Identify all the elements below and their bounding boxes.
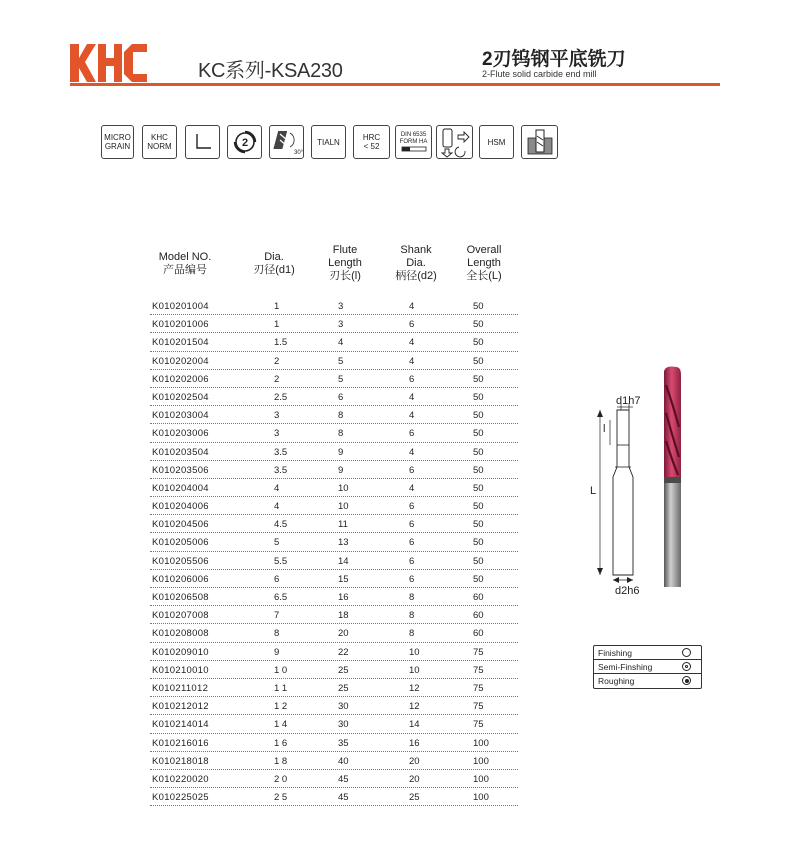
flute-length-cell: 11 — [338, 519, 348, 531]
flute-length-cell: 35 — [338, 737, 349, 749]
flute-length-cell: 20 — [338, 628, 349, 640]
overall-length-cell: 50 — [473, 555, 484, 567]
table-row — [150, 697, 518, 715]
table-row — [150, 643, 518, 661]
shank-dia-cell: 4 — [409, 337, 415, 349]
model-no-cell: K010210010 — [152, 664, 209, 676]
shank-dia-cell: 12 — [409, 682, 420, 694]
flute-length-cell: 8 — [338, 428, 344, 440]
table-row — [150, 533, 518, 551]
overall-length-cell: 75 — [473, 701, 484, 713]
flute-length-cell: 25 — [338, 664, 349, 676]
shank-dia-cell: 8 — [409, 610, 415, 622]
model-no-cell: K010204506 — [152, 519, 209, 531]
dia-cell: 5.5 — [274, 555, 288, 567]
overall-length-cell: 50 — [473, 355, 484, 367]
double-circle-icon — [682, 662, 691, 671]
overall-length-cell: 100 — [473, 737, 489, 749]
product-table-body — [150, 297, 518, 806]
table-row — [150, 370, 518, 388]
hrc-icon: HRC < 52 — [353, 125, 390, 159]
hsm-icon: HSM — [479, 125, 514, 159]
overall-length-cell: 100 — [473, 755, 489, 767]
dia-cell: 6.5 — [274, 592, 288, 603]
model-no-cell: K010204004 — [152, 482, 209, 494]
dia-cell: 3 — [274, 428, 280, 440]
filled-circle-icon — [682, 676, 691, 685]
model-no-cell: K010209010 — [152, 646, 209, 658]
helix-angle-icon — [269, 125, 304, 159]
overall-length-cell: 50 — [473, 464, 484, 476]
table-row — [150, 424, 518, 442]
table-row — [150, 406, 518, 424]
table-row — [150, 570, 518, 588]
shank-dia-cell: 25 — [409, 792, 420, 804]
table-row — [150, 479, 518, 497]
model-no-cell: K010220020 — [152, 773, 209, 785]
din-form-icon: DIN 6535 FORM HA — [395, 125, 432, 159]
flute-length-cell: 6 — [338, 391, 344, 403]
flute-length-cell: 5 — [338, 373, 344, 385]
model-no-cell: K010205506 — [152, 555, 209, 567]
shank-dia-cell: 4 — [409, 410, 415, 422]
flute-length-cell: 4 — [338, 337, 344, 349]
model-no-cell: K010202504 — [152, 391, 209, 403]
overall-length-cell: 100 — [473, 792, 489, 804]
shank-dia-cell: 4 — [409, 482, 415, 494]
shank-dia-cell: 6 — [409, 573, 415, 585]
shank-dia-cell: 4 — [409, 301, 415, 312]
model-no-cell: K010206006 — [152, 573, 209, 585]
shank-dia-cell: 6 — [409, 537, 415, 549]
model-no-cell: K010203004 — [152, 410, 209, 422]
dia-cell: 2 0 — [274, 773, 288, 785]
flute-length-cell: 45 — [338, 792, 349, 804]
model-no-cell: K010201004 — [152, 301, 209, 312]
header-divider — [70, 83, 720, 86]
overall-length-cell: 75 — [473, 664, 484, 676]
product-title-en: 2-Flute solid carbide end mill — [482, 69, 597, 79]
dia-cell: 3.5 — [274, 446, 288, 458]
table-row — [150, 497, 518, 515]
table-row — [150, 679, 518, 697]
model-no-cell: K010203006 — [152, 428, 209, 440]
overall-length-cell: 50 — [473, 446, 484, 458]
shank-dia-cell: 6 — [409, 555, 415, 567]
dia-cell: 8 — [274, 628, 280, 640]
legend-finishing: Finishing — [594, 646, 701, 660]
overall-length-cell: 50 — [473, 391, 484, 403]
flute-length-label: l — [603, 423, 606, 435]
shank-dia-cell: 10 — [409, 664, 420, 676]
header-dia: Dia. 刃径(d1) — [253, 251, 295, 276]
dia-cell: 1 1 — [274, 682, 288, 694]
flute-length-cell: 3 — [338, 319, 344, 331]
dia-cell: 4 — [274, 482, 280, 494]
dia-cell: 1 4 — [274, 719, 288, 731]
table-row — [150, 333, 518, 351]
model-no-cell: K010211012 — [152, 682, 209, 694]
table-row — [150, 788, 518, 806]
flat-end-icon — [185, 125, 220, 159]
flute-length-cell: 3 — [338, 301, 344, 312]
tool-drawing — [580, 365, 690, 605]
model-no-cell: K010203504 — [152, 446, 209, 458]
khc-norm-icon: KHC NORM — [142, 125, 177, 159]
model-no-cell: K010202004 — [152, 355, 209, 367]
overall-length-cell: 50 — [473, 319, 484, 331]
svg-text:30°: 30° — [293, 150, 303, 156]
shank-dia-cell: 6 — [409, 319, 415, 331]
dia-cell: 9 — [274, 646, 280, 658]
overall-length-cell: 50 — [473, 482, 484, 494]
table-row — [150, 624, 518, 642]
flute-length-cell: 15 — [338, 573, 349, 585]
khc-logo — [70, 42, 148, 84]
table-row — [150, 315, 518, 333]
model-no-cell: K010212012 — [152, 701, 209, 713]
table-row — [150, 443, 518, 461]
header-flute-length: Flute Length 刃长(l) — [328, 244, 362, 282]
flute-length-cell: 14 — [338, 555, 349, 567]
model-no-cell: K010218018 — [152, 755, 209, 767]
overall-length-cell: 50 — [473, 501, 484, 513]
model-no-cell: K010207008 — [152, 610, 209, 622]
shank-dia-cell: 20 — [409, 755, 420, 767]
table-row — [150, 606, 518, 624]
shank-dia-cell: 8 — [409, 592, 415, 603]
series-title: KC系列-KSA230 — [198, 60, 343, 82]
d2-label: d2h6 — [615, 585, 640, 597]
shank-dia-cell: 20 — [409, 773, 420, 785]
table-row — [150, 461, 518, 479]
shank-dia-cell: 4 — [409, 391, 415, 403]
legend-semi-finishing: Semi-Finshing — [594, 660, 701, 674]
overall-length-label: L — [590, 485, 597, 497]
machining-legend — [593, 645, 702, 689]
model-no-cell: K010204006 — [152, 501, 209, 513]
flute-length-cell: 13 — [338, 537, 349, 549]
dia-cell: 1.5 — [274, 337, 288, 349]
overall-length-cell: 60 — [473, 610, 484, 622]
shank-dia-cell: 6 — [409, 373, 415, 385]
table-row — [150, 661, 518, 679]
model-no-cell: K010202006 — [152, 373, 209, 385]
micro-grain-icon: MICRO GRAIN — [101, 125, 134, 159]
overall-length-cell: 75 — [473, 682, 484, 694]
svg-text:2: 2 — [241, 137, 248, 149]
dia-cell: 2 — [274, 373, 280, 385]
model-no-cell: K010206508 — [152, 592, 209, 603]
dia-cell: 2 5 — [274, 792, 288, 804]
flute-length-cell: 30 — [338, 701, 349, 713]
shank-dia-cell: 16 — [409, 737, 420, 749]
model-no-cell: K010208008 — [152, 628, 209, 640]
overall-length-cell: 50 — [473, 519, 484, 531]
table-row — [150, 297, 518, 315]
slot-cut-icon — [521, 125, 558, 159]
legend-roughing: Roughing — [594, 674, 701, 688]
flute-length-cell: 40 — [338, 755, 349, 767]
shank-dia-cell: 14 — [409, 719, 420, 731]
shank-dia-cell: 6 — [409, 428, 415, 440]
overall-length-cell: 50 — [473, 337, 484, 349]
dia-cell: 3.5 — [274, 464, 288, 476]
flute-length-cell: 25 — [338, 682, 349, 694]
dia-cell: 3 — [274, 410, 280, 422]
table-row — [150, 715, 518, 733]
flute-length-cell: 8 — [338, 410, 344, 422]
header-shank-dia: Shank Dia. 柄径(d2) — [395, 244, 437, 282]
shank-dia-cell: 12 — [409, 701, 420, 713]
overall-length-cell: 50 — [473, 373, 484, 385]
dia-cell: 2.5 — [274, 391, 288, 403]
dia-cell: 6 — [274, 573, 280, 585]
table-row — [150, 388, 518, 406]
model-no-cell: K010214014 — [152, 719, 209, 731]
table-row — [150, 352, 518, 370]
model-no-cell: K010203506 — [152, 464, 209, 476]
tialn-coating-icon: TIALN — [311, 125, 346, 159]
table-row — [150, 734, 518, 752]
dia-cell: 2 — [274, 355, 280, 367]
header-model: Model NO. 产品编号 — [158, 251, 212, 276]
circle-icon — [682, 648, 691, 657]
dia-cell: 1 8 — [274, 755, 288, 767]
dia-cell: 5 — [274, 537, 280, 549]
d1-label: d1h7 — [616, 395, 641, 407]
overall-length-cell: 75 — [473, 719, 484, 731]
model-no-cell: K010216016 — [152, 737, 209, 749]
dia-cell: 1 — [274, 301, 280, 312]
table-row — [150, 552, 518, 570]
header-overall-length: Overall Length 全长(L) — [466, 244, 502, 282]
shank-dia-cell: 4 — [409, 355, 415, 367]
shank-dia-cell: 6 — [409, 501, 415, 513]
flute-length-cell: 10 — [338, 482, 349, 494]
overall-length-cell: 60 — [473, 592, 484, 603]
flute-length-cell: 22 — [338, 646, 349, 658]
model-no-cell: K010201006 — [152, 319, 209, 331]
flute-length-cell: 9 — [338, 446, 344, 458]
model-no-cell: K010225025 — [152, 792, 209, 804]
overall-length-cell: 100 — [473, 773, 489, 785]
shank-dia-cell: 10 — [409, 646, 420, 658]
dia-cell: 4.5 — [274, 519, 288, 531]
dia-cell: 4 — [274, 501, 280, 513]
table-row — [150, 752, 518, 770]
shank-dia-cell: 8 — [409, 628, 415, 640]
table-row — [150, 588, 518, 606]
overall-length-cell: 50 — [473, 410, 484, 422]
flute-length-cell: 10 — [338, 501, 349, 513]
dia-cell: 1 0 — [274, 664, 288, 676]
flute-length-cell: 18 — [338, 610, 349, 622]
overall-length-cell: 50 — [473, 573, 484, 585]
flute-length-cell: 16 — [338, 592, 349, 603]
product-title-cn: 2刃钨钢平底铣刀 — [482, 49, 626, 70]
flute-length-cell: 30 — [338, 719, 349, 731]
dia-cell: 7 — [274, 610, 280, 622]
dia-cell: 1 — [274, 319, 280, 331]
flute-length-cell: 5 — [338, 355, 344, 367]
overall-length-cell: 50 — [473, 428, 484, 440]
dia-cell: 1 2 — [274, 701, 288, 713]
flute-length-cell: 9 — [338, 464, 344, 476]
table-row — [150, 770, 518, 788]
flute-length-cell: 45 — [338, 773, 349, 785]
overall-length-cell: 50 — [473, 301, 484, 312]
shank-dia-cell: 6 — [409, 464, 415, 476]
two-flute-icon — [227, 125, 262, 159]
shank-dia-cell: 6 — [409, 519, 415, 531]
overall-length-cell: 60 — [473, 628, 484, 640]
overall-length-cell: 50 — [473, 537, 484, 549]
model-no-cell: K010205006 — [152, 537, 209, 549]
dia-cell: 1 6 — [274, 737, 288, 749]
table-row — [150, 515, 518, 533]
overall-length-cell: 75 — [473, 646, 484, 658]
shank-dia-cell: 4 — [409, 446, 415, 458]
milling-direction-icon — [436, 125, 473, 159]
model-no-cell: K010201504 — [152, 337, 209, 349]
